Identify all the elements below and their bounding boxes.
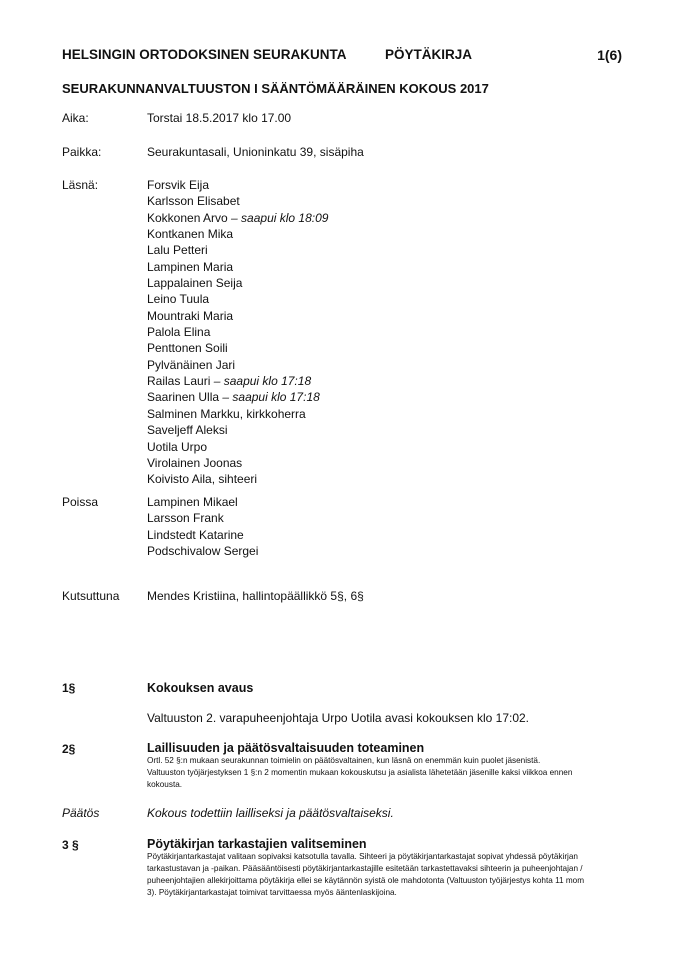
absent-member: Lampinen Mikael (147, 495, 238, 509)
present-member (147, 389, 328, 405)
section-3-title: Pöytäkirjan tarkastajien valitseminen (147, 837, 367, 851)
present-list (147, 177, 328, 488)
member-name: Lappalainen Seija (147, 276, 243, 291)
present-member (147, 340, 328, 356)
member-name: Uotila Urpo (147, 439, 208, 454)
section-1-title: Kokouksen avaus (147, 681, 254, 695)
member-name: Palola Elina (147, 325, 211, 340)
present-member (147, 455, 328, 471)
arrival-note: – saapui klo 18:09 (227, 210, 329, 225)
present-member (147, 406, 328, 422)
member-name: Salminen Markku, kirkkoherra (147, 406, 306, 421)
present-member (147, 373, 328, 389)
time-value: Torstai 18.5.2017 klo 17.00 (147, 111, 292, 125)
present-label: Läsnä: (62, 178, 99, 192)
section-3-number: 3 § (62, 838, 79, 852)
arrival-note: – saapui klo 17:18 (210, 374, 312, 389)
absent-member: Larsson Frank (147, 511, 224, 526)
member-name: Kokkonen Arvo (147, 210, 228, 225)
absent-member: Podschivalow Sergei (147, 544, 259, 559)
present-member (147, 308, 328, 324)
member-name: Railas Lauri (147, 374, 211, 389)
document-type: PÖYTÄKIRJA (385, 47, 473, 62)
section-2-line-3: kokousta. (147, 780, 183, 789)
time-label: Aika: (62, 111, 89, 125)
absent-label: Poissa (62, 495, 99, 509)
invited-label: Kutsuttuna (62, 589, 120, 603)
member-name: Lampinen Maria (147, 259, 234, 274)
present-member (147, 422, 328, 438)
member-name: Karlsson Elisabet (147, 194, 240, 209)
present-member (147, 439, 328, 455)
section-2-decision-label: Päätös (62, 806, 100, 820)
member-name: Penttonen Soili (147, 341, 228, 356)
present-member (147, 226, 328, 242)
member-name: Saarinen Ulla (147, 390, 220, 405)
member-name: Kontkanen Mika (147, 227, 234, 242)
present-member (147, 210, 328, 226)
section-2-number: 2§ (62, 742, 76, 756)
member-name: Pylvänäinen Jari (147, 357, 236, 372)
member-name: Saveljeff Aleksi (147, 423, 228, 438)
invited-value: Mendes Kristiina, hallintopäällikkö 5§, 6§ (147, 589, 364, 603)
member-name: Lalu Petteri (147, 243, 208, 258)
section-2-line-2: Valtuuston työjärjestyksen 1 §:n 2 momentin mukaan kokouskutsu ja asialista lähetetään jäsenille kaksi viikkoa ennen (147, 768, 573, 777)
present-member (147, 242, 328, 258)
section-1-number: 1§ (62, 681, 76, 695)
section-1-text: Valtuuston 2. varapuheenjohtaja Urpo Uotila avasi kokouksen klo 17:02. (147, 711, 530, 725)
section-3-body (147, 851, 617, 899)
section-2-title: Laillisuuden ja päätösvaltaisuuden toteaminen (147, 741, 425, 755)
document-header (62, 47, 622, 65)
page-number: 1(6) (597, 47, 622, 63)
section-3-line-3: puheenjohtajien allekirjoittama pöytäkirja ellei se käytännön syistä ole mahdotonta (Valtuuston työjärjestys kohta 11 mom (147, 876, 585, 885)
member-name: Leino Tuula (147, 292, 210, 307)
section-2-line-1: Ortl. 52 §:n mukaan seurakunnan toimielin on päätösvaltainen, kun läsnä on enemmän kuin puolet jäsenistä. (147, 756, 541, 765)
section-3-line-1: Pöytäkirjantarkastajat valitaan sopivaksi katsotulla tavalla. Sihteeri ja pöytäkirjantarkastajat sopivat yhdessä pöytäkirjan (147, 852, 578, 861)
present-member (147, 193, 328, 209)
section-3-line-2: tarkastustavan ja -paikan. Pääsääntöisesti pöytäkirjantarkastajille esitetään tarkastettavaksi sihteerin ja puheenjohtajan / (147, 864, 583, 873)
member-name: Forsvik Eija (147, 178, 210, 192)
member-name: Mountraki Maria (147, 308, 234, 323)
present-member (147, 177, 328, 193)
present-member (147, 471, 328, 487)
section-3-line-4: 3). Pöytäkirjantarkastajat toimivat tarvittaessa myös ääntenlaskijoina. (147, 888, 397, 897)
member-name: Koivisto Aila, sihteeri (147, 472, 258, 487)
absent-member: Lindstedt Katarine (147, 527, 244, 542)
present-member (147, 357, 328, 373)
section-2-decision: Kokous todettiin lailliseksi ja päätösvaltaiseksi. (147, 806, 394, 820)
absent-list (147, 494, 258, 559)
meeting-title: SEURAKUNNANVALTUUSTON I SÄÄNTÖMÄÄRÄINEN KOKOUS 2017 (62, 81, 489, 96)
present-member (147, 324, 328, 340)
member-name: Virolainen Joonas (147, 455, 243, 470)
present-member (147, 291, 328, 307)
arrival-note: – saapui klo 17:18 (219, 390, 320, 405)
place-label: Paikka: (62, 145, 102, 159)
organization-name: HELSINGIN ORTODOKSINEN SEURAKUNTA (62, 47, 347, 62)
present-member (147, 259, 328, 275)
section-2-body (147, 755, 617, 791)
present-member (147, 275, 328, 291)
place-value: Seurakuntasali, Unioninkatu 39, sisäpiha (147, 145, 364, 159)
